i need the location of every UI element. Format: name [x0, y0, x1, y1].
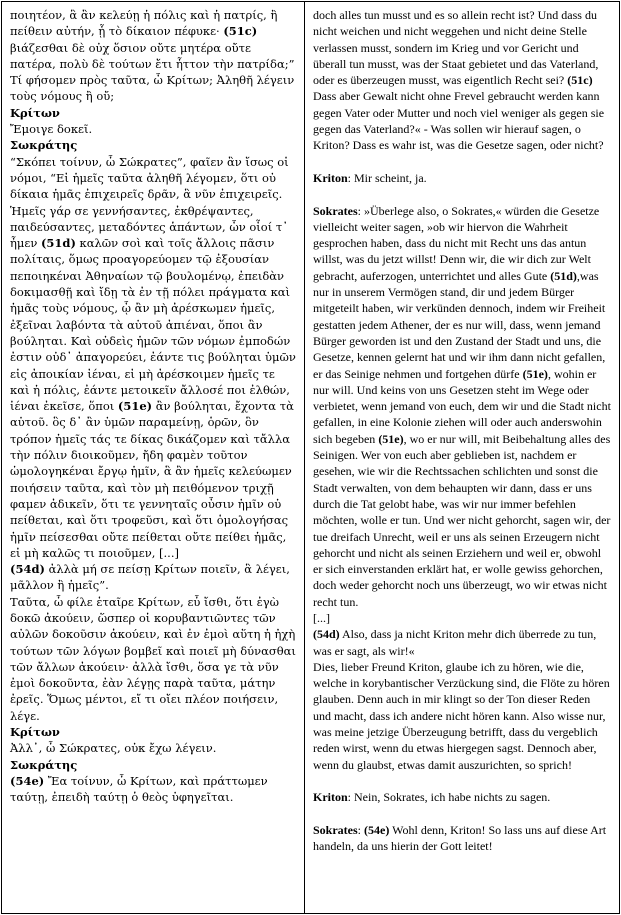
text-run: : Nein, Sokrates, ich habe nichts zu sagen. — [347, 790, 551, 805]
text-run: Ταῦτα, ὦ φίλε ἑταῖρε Κρίτων, εὖ ἴσθι, ὅτι ἐγὼ δοκῶ ἀκούειν, ὥσπερ οἱ κορυβαντιῶντες τῶν αὐλῶν δοκοῦσιν ἀκούειν, καὶ ἐν ἐμοὶ αὕτη ἡ ἠχὴ τούτων τῶν λόγων βομβεῖ καὶ ποιεῖ μὴ δύνασθαι τῶν ἄλλων ἀκούειν· ἀλλὰ ἴσθι, ὅσα γε τὰ νῦν ἐμοὶ δοκοῦντα, ἐὰν λέγῃς παρὰ ταῦτα, μάτην ἐρεῖς. Ὅμως μέντοι, εἴ τι οἴει πλέον ποιήσειν, λέγε. — [10, 594, 296, 723]
section-marker: (54d) — [10, 562, 45, 577]
text-run: ,was nur in unserem Vermögen stand, dir und jedem Bürger mitgeteilt haben, wir verkünden dennoch, indem wir Freiheit gestatten jedem Athener, der es nur will, dass, wenn jemand Bürger geworden ist und den Zustand der Stadt und uns, die Gesetze, kennen gelernt hat und wir ihm dann nicht gefallen, er das Seinige nehmen und fortgehen dürfe — [313, 268, 606, 381]
text-run: βιάζεσθαι δὲ οὐχ ὅσιον οὔτε μητέρα οὔτε πατέρα, πολὺ δὲ τούτων ἔτι ἧττον τὴν πατρίδα;” Τί φήσομεν πρὸς ταῦτα, ὦ Κρίτων; Ἀληθῆ λέγειν τοὺς νόμους ἢ οὔ; — [10, 40, 295, 104]
speaker-heading — [10, 757, 296, 773]
text-run: ἀλλὰ μή σε πείσῃ Κρίτων ποιεῖν, ἃ λέγει, μᾶλλον ἢ ἡμεῖς”. — [10, 562, 290, 593]
parallel-text-table — [1, 1, 620, 914]
section-marker: (51e) — [522, 366, 548, 381]
speaker-name: Κρίτων — [10, 725, 60, 740]
paragraph — [313, 170, 611, 186]
paragraph — [313, 626, 611, 659]
greek-text-column — [2, 2, 305, 913]
section-marker: (51d) — [40, 236, 76, 251]
section-marker: (51e) — [117, 399, 153, 414]
blank-line — [313, 806, 611, 822]
text-run: doch alles tun musst und es so allein recht ist? Und dass du nicht weichen und nicht weggehen und nicht deine Stelle verlassen musst, sondern im Krieg und vor Gericht und überall tun musst, was der Staat gebietet und das Vaterland, oder es überzeugen musst, was eigentlich Recht sei? — [313, 8, 599, 88]
paragraph — [313, 822, 611, 855]
paragraph — [10, 154, 296, 561]
speaker-prefix: Sokrates — [313, 203, 358, 218]
speaker-name: Σωκράτης — [10, 138, 78, 153]
section-marker: (51c) — [223, 24, 258, 39]
text-run: Ἀλλ᾽, ὦ Σώκρατες, οὐκ ἔχω λέγειν. — [10, 741, 217, 756]
section-marker: (54e) — [364, 822, 390, 837]
blank-line — [313, 773, 611, 789]
text-run: Wohl denn, Kriton! So lass uns auf diese Art handeln, da uns hierin der Gott leitet! — [313, 822, 607, 854]
german-text-column — [305, 2, 619, 913]
text-run: : »Überlege also, o Sokrates,« würden die Gesetze vielleicht weiter sagen, »ob wir hiervon die Wahrheit gesprochen haben, dass du nicht mit Recht uns das antun willst, was du jetzt willst! Denn wir, die wir dich zur Welt gebracht, auferzogen, unterrichtet und alles Gute — [313, 203, 600, 283]
speaker-prefix: Kriton — [313, 790, 348, 805]
text-run: Also, dass ja nicht Kriton mehr dich überrede zu tun, was er sagt, als wir!« — [313, 627, 597, 658]
section-marker: (51d) — [550, 268, 577, 283]
text-run: Dass aber Gewalt nicht ohne Frevel gebraucht werden kann gegen Vater oder Mutter und noch viel weniger als gegen sie gegen das Vaterland?« - Was sollen wir hierauf sagen, o Kriton? Dass es wahr ist, was die Gesetze sagen, oder nicht? — [313, 89, 605, 153]
text-run: : Mir scheint, ja. — [347, 170, 427, 185]
speaker-name: Σωκράτης — [10, 757, 78, 772]
section-marker: (54d) — [313, 627, 340, 642]
blank-line — [313, 154, 611, 170]
text-run: καλῶν σοὶ καὶ τοῖς ἄλλοις πᾶσιν πολίταις, ὅμως προαγορεύομεν τῷ ἐξουσίαν πεποιηκέναι Ἀθηναίων τῷ βουλομένῳ, ἐπειδὰν δοκιμασθῇ καὶ ἴδῃ τὰ ἐν τῇ πόλει πράγματα καὶ ἡμᾶς τοὺς νόμους, ᾧ ἂν μὴ ἀρέσκωμεν ἡμεῖς, ἐξεῖναι λαβόντα τὰ αὑτοῦ ἀπιέναι, ὅποι ἂν βούληται. Καὶ οὐδεὶς ἡμῶν τῶν νόμων ἐμποδών ἐστιν οὐδ᾽ ἀπαγορεύει, ἐάντε τις βούληται ὑμῶν εἰς ἀποικίαν ἰέναι, εἰ μὴ ἀρέσκοιμεν ἡμεῖς τε καὶ ἡ πόλις, ἐάντε μετοικεῖν ἄλλοσέ ποι ἐλθών, ἰέναι ἐκεῖσε, ὅποι — [10, 236, 296, 414]
speaker-prefix: Sokrates — [313, 822, 358, 837]
section-marker: (54e) — [10, 773, 45, 788]
text-run: : — [357, 822, 365, 837]
text-run: [...] — [313, 610, 330, 625]
paragraph — [10, 7, 296, 105]
paragraph — [313, 659, 611, 773]
speaker-heading — [10, 105, 296, 121]
paragraph — [10, 594, 296, 724]
paragraph — [313, 203, 611, 610]
paragraph — [10, 740, 296, 756]
paragraph — [313, 789, 611, 805]
text-run: Ἔα τοίνυν, ὦ Κρίτων, καὶ πράττωμεν ταύτῃ, ἐπειδὴ ταύτῃ ὁ θεὸς ὑφηγεῖται. — [10, 773, 268, 805]
paragraph — [10, 121, 296, 137]
text-run: , wo er nur will, mit Beibehaltung alles des Seinigen. Wer von euch aber geblieben ist, nachdem er gesehen, wie wir die Rechtssachen schlichten und sonst die Stadt verwalten, von dem behaupten wir dann, dass er uns durch die Tat gelobt habe, was wir nur immer befehlen möchten, wolle er tun. Und wer nicht gehorcht, sagen wir, der tue dreifach Unrecht, weil er uns als seinen Erzeugern nicht gehorcht und nicht als seinen Erziehern und weil er, obwohl er sich einverstanden erklärt hat, er wolle gewiss gehorchen, doch weder gehorcht noch uns überzeugt, wo wir etwas nicht recht tun. — [313, 431, 611, 609]
paragraph — [10, 561, 296, 594]
text-run: Dies, lieber Freund Kriton, glaube ich zu hören, wie die, welche in korybantischer Verzückung sind, die Flöte zu hören glauben. Denn auch in mir klingt so der Ton dieser Reden und macht, dass ich andere nicht hören kann. Also wisse nur, was meine jetzige Überzeugung betrifft, dass du vergeblich reden wirst, wenn du etwas hiergegen sagst. Dennoch aber, wenn du glaubst, etwas damit auszurichten, so sprich! — [313, 659, 610, 772]
speaker-prefix: Kriton — [313, 170, 348, 185]
section-marker: (51e) — [378, 431, 404, 446]
paragraph — [10, 773, 296, 806]
blank-line — [313, 186, 611, 202]
text-run: Ἔμοιγε δοκεῖ. — [10, 122, 93, 137]
paragraph — [313, 7, 611, 154]
speaker-name: Κρίτων — [10, 105, 60, 120]
section-marker: (51c) — [567, 73, 593, 88]
speaker-heading — [10, 137, 296, 153]
speaker-heading — [10, 724, 296, 740]
paragraph — [313, 610, 611, 626]
text-run: ποιητέον, ἃ ἂν κελεύῃ ἡ πόλις καὶ ἡ πατρίς, ἢ πείθειν αὐτήν, ᾗ τὸ δίκαιον πέφυκε· — [10, 8, 278, 39]
text-run: ἂν βούληται, ἔχοντα τὰ αὑτοῦ. ὃς δ᾽ ἂν ὑμῶν παραμείνῃ, ὁρῶν, ὃν τρόπον ἡμεῖς τάς τε δίκας δικάζομεν καὶ τἄλλα τὴν πόλιν διοικοῦμεν, ἤδη φαμὲν τοῦτον ὡμολογηκέναι ἔργῳ ἡμῖν, ἃ ἂν ἡμεῖς κελεύωμεν ποιήσειν ταῦτα, καὶ τὸν μὴ πειθόμενον τριχῇ φαμεν ἀδικεῖν, ὅτι τε γεννηταῖς οὖσιν ἡμῖν οὐ πείθεται, καὶ ὅτι τροφεῦσι, καὶ ὅτι ὁμολογήσας ἡμῖν πείσεσθαι οὔτε πείθεται οὔτε πείθει ἡμᾶς, εἰ μὴ καλῶς τι ποιοῦμεν, [...] — [10, 399, 294, 560]
text-run: , wohin er nur will. Und keins von uns Gesetzen steht im Wege oder verbietet, wenn jemand von euch, dem wir und die Stadt nicht gefallen, in eine Kolonie ziehen will oder auch anderswohin sich begeben — [313, 366, 611, 446]
text-run: “Σκόπει τοίνυν, ὦ Σώκρατες”, φαῖεν ἂν ἴσως οἱ νόμοι, “Εἰ ἡμεῖς ταῦτα ἀληθῆ λέγομεν, ὅτι οὐ δίκαια ἡμᾶς ἐπιχειρεῖς δρᾶν, ἃ νῦν ἐπιχειρεῖς. Ἡμεῖς γάρ σε γεννήσαντες, ἐκθρέψαντες, παιδεύσαντες, μεταδόντες ἁπάντων, ὧν οἷοί τ᾽ ἦμεν — [10, 154, 289, 251]
